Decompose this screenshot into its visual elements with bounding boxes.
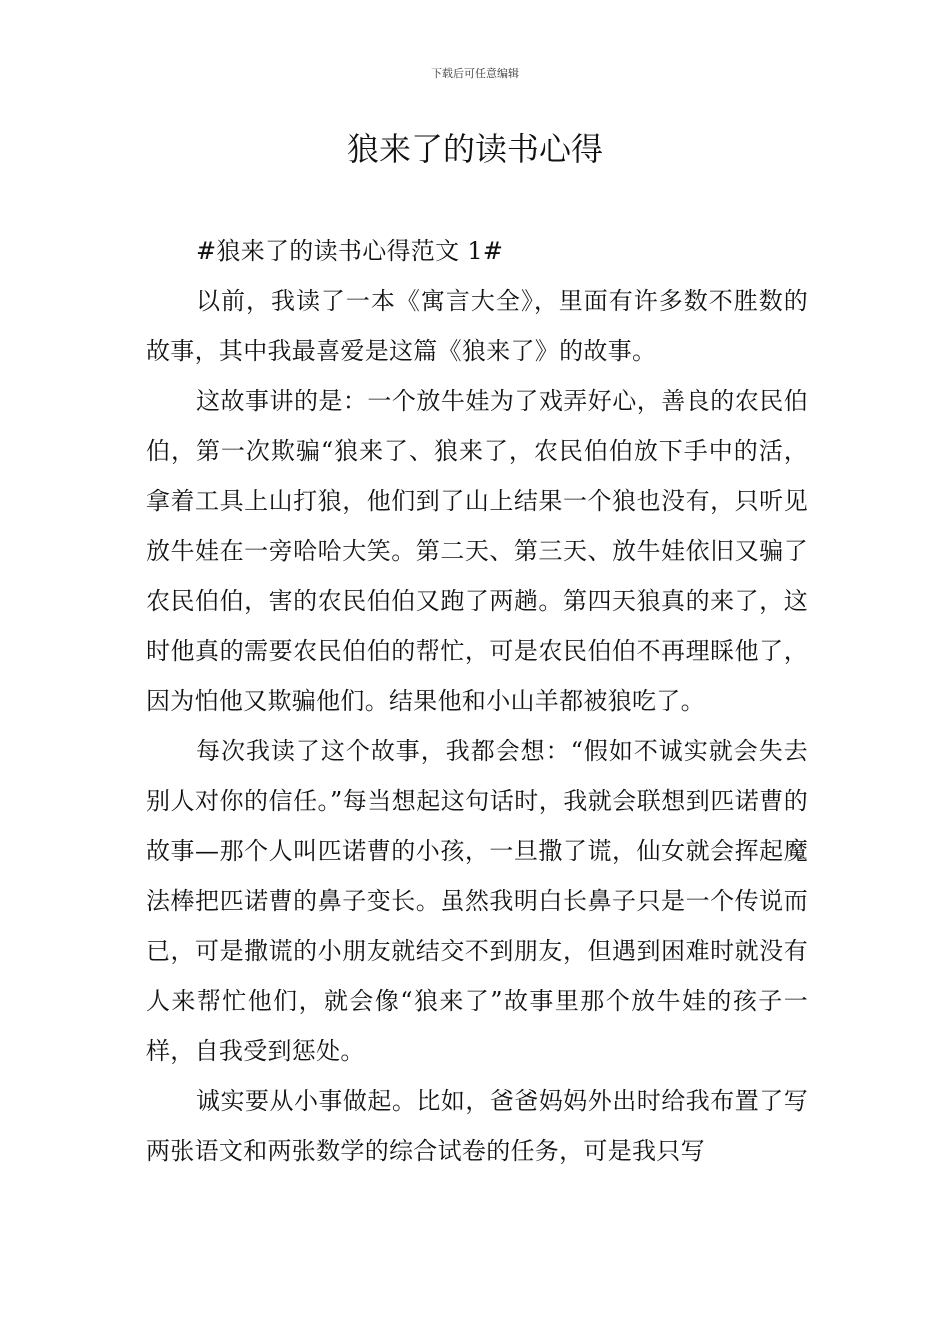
paragraph: 每次我读了这个故事，我都会想：“假如不诚实就会失去别人对你的信任。”每当想起这句话时，我就会联想到匹诺曹的故事—那个人叫匹诺曹的小孩，一旦撒了谎，仙女就会挥起魔法棒把匹诺曹的鼻子变长。虽然我明白长鼻子只是一个传说而已，可是撒谎的小朋友就结交不到朋友，但遇到困难时就没有人来帮忙他们，就会像“狼来了”故事里那个放牛娃的孩子一样，自我受到惩处。 (146, 737, 808, 1065)
document-title: 狼来了的读书心得 (346, 130, 603, 168)
document-body (146, 226, 808, 1176)
paragraph: 这故事讲的是：一个放牛娃为了戏弄好心，善良的农民伯伯，第一次欺骗“狼来了、狼来了，农民伯伯放下手中的活，拿着工具上山打狼，他们到了山上结果一个狼也没有，只听见放牛娃在一旁哈哈大笑。第二天、第三天、放牛娃依旧又骗了农民伯伯，害的农民伯伯又跑了两趟。第四天狼真的来了，这时他真的需要农民伯伯的帮忙，可是农民伯伯不再理睬他了，因为怕他又欺骗他们。结果他和小山羊都被狼吃了。 (146, 387, 808, 715)
header-note: 下载后可任意编辑 (431, 67, 519, 80)
section-heading: #狼来了的读书心得范文 1# (196, 237, 504, 265)
paragraph: 以前，我读了一本《寓言大全》，里面有许多数不胜数的故事，其中我最喜爱是这篇《狼来了》的故事。 (146, 287, 808, 365)
paragraph: 诚实要从小事做起。比如，爸爸妈妈外出时给我布置了写两张语文和两张数学的综合试卷的任务，可是我只写 (146, 1087, 808, 1165)
